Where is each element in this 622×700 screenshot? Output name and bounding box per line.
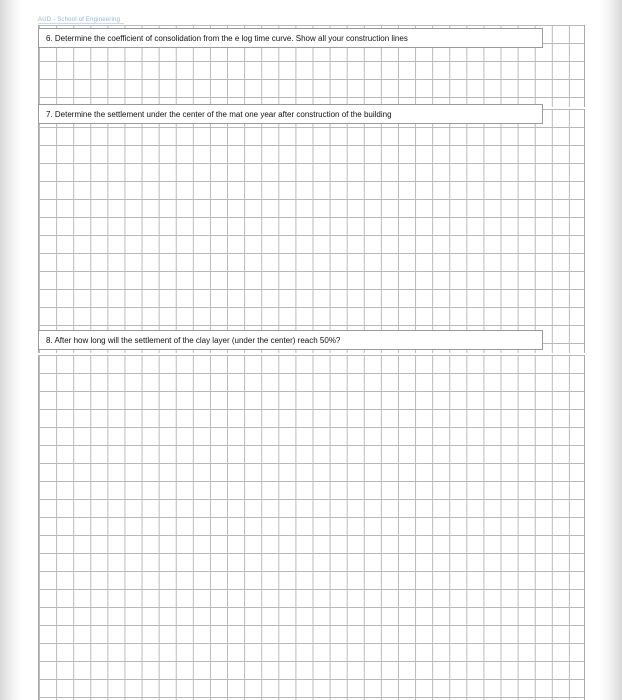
question-6-box <box>38 28 543 48</box>
page-shadow-left <box>0 0 22 700</box>
page-header-watermark: AUD - School of Engineering <box>38 17 124 24</box>
question-7-text: 7. Determine the settlement under the center of the mat one year after construction of the building <box>46 109 392 119</box>
question-8-box <box>38 330 543 350</box>
page-shadow-right <box>600 0 622 700</box>
worksheet <box>38 25 585 700</box>
question-7-box <box>38 104 543 124</box>
question-8-text: 8. After how long will the settlement of the clay layer (under the center) reach 50%? <box>46 335 341 345</box>
graph-grid-q7 <box>38 109 585 353</box>
graph-grid-q8 <box>38 355 585 700</box>
question-6-text: 6. Determine the coefficient of consolidation from the e log time curve. Show all your construction lines <box>46 33 408 43</box>
